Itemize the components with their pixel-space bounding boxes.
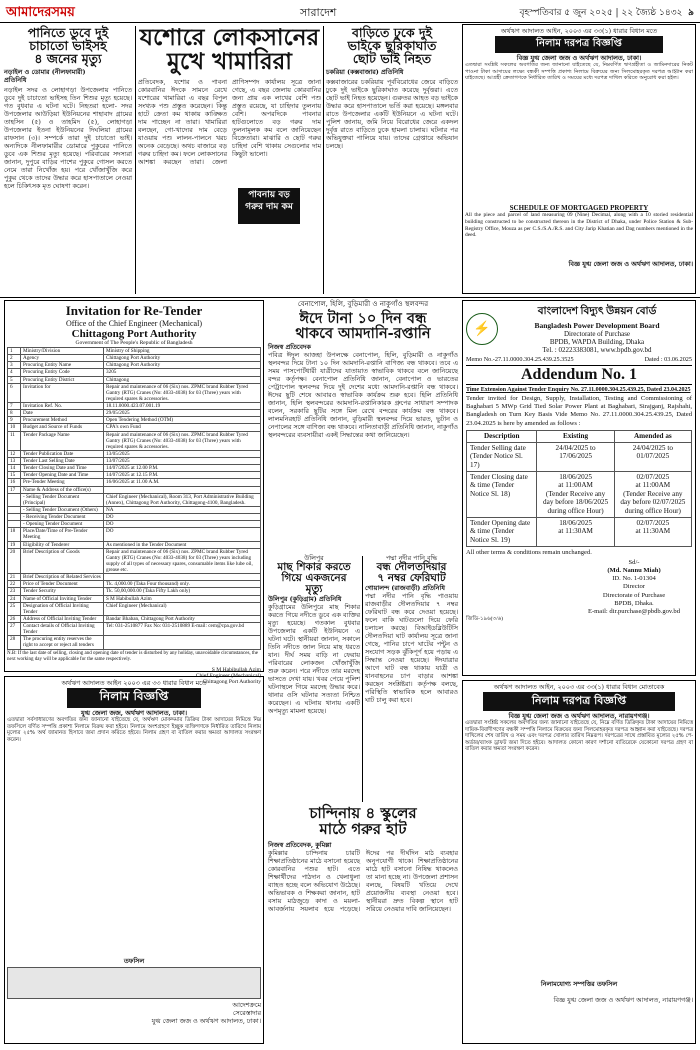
row-field: Procuring Entity Name: [21, 362, 104, 369]
table-row: [8, 403, 261, 410]
row-value: Chittagong Port Authority: [104, 362, 261, 369]
byline: গোয়ালন্দ (রাজবাড়ী) প্রতিনিধি: [365, 584, 445, 593]
table-row: [8, 636, 261, 649]
row-number: 7: [8, 403, 21, 410]
row-value: 3205: [104, 369, 261, 376]
page-header: [0, 0, 700, 23]
table-row: [8, 506, 261, 513]
row-field: Procurement Method: [21, 417, 104, 424]
table-row: [8, 623, 261, 636]
auction-notice-dhaka: [462, 24, 696, 294]
article-body: নড়াইল সদর ও লোহাগড়া উপজেলায় পানিতে ডুবে দুই চাচাতো ভাইসহ তিন শিশুর মৃত্যু হয়েছে। গত বুধবার এ ঘটনা ঘটে। নিহতরা হলো- সদর উপজেলার আউড়িয়া ইউনিয়নের শাহাবাদ গ্রামের তাহসিন (৫) ও তাহমিদ (৫), লোহাগড়া উপজেলার ইতনা ইউনিয়নের দিঘলিয়া গ্রামের রাফসান (৩)। সম্পর্কে তারা দুই চাচাতো ভাই। অন্যদিকে নীলফামারীর ডোমারে পুকুরের পানিতে ডুবে এক শিশুর মৃত্যু হয়েছে। পরিবারের সদস্যরা জানান, দুপুরে বাড়ির পাশের পুকুরে গোসল করতে নেমে তারা নিখোঁজ হয়। পরে খোঁজাখুঁজি করে পুকুর থেকে তাদের উদ্ধার করে হাসপাতালে নেওয়া হলে চিকিৎসক মৃত ঘোষণা করেন।: [4, 86, 132, 191]
row-number: [8, 521, 21, 528]
table-row: [8, 417, 261, 424]
row-value: 29/05/2025: [104, 410, 261, 417]
row-field: Designation of Official Inviting Tender: [21, 602, 104, 615]
row-number: 18: [8, 528, 21, 541]
table-row: [467, 471, 692, 517]
notice-footer: বিজ্ঞ যুগ্ম জেলা জজ ও অর্থঋণ আদালত, ঢাকা।: [568, 260, 693, 268]
tender-table: [7, 347, 261, 650]
table-cell: 18/06/2025 at 11:00AM (Tender Receive any day before 18/06/2025 during office Hour): [537, 471, 614, 517]
table-row: [8, 521, 261, 528]
tender-gov: Government of The People's Republic of Bangladesh: [75, 340, 193, 346]
row-number: 10: [8, 424, 21, 431]
story-fishing-death: [268, 554, 360, 802]
article-body: পবিত্র ঈদুল আজহা উপলক্ষে বেনাপোল, হিলি, বুড়িমারী ও নাকুগাঁও স্থলবন্দর দিয়ে টানা ১০ দিন আমদানি-রপ্তানি বাণিজ্য বন্ধ থাকবে। তবে এ সময় পাসপোর্টধারী যাত্রীদের যাতায়াত স্বাভাবিক থাকবে বলে জানিয়েছে বন্দর কর্তৃপক্ষ। বেনাপোল প্রতিনিধি জানান, বেনাপোল ও ভারতের পেট্রাপোল স্থলবন্দর দিয়ে দুই দেশের মধ্যে আমদানি-রপ্তানি বন্ধ থাকবে। ঈদের ছুটি শেষে আবারও স্বাভাবিক কার্যক্রম শুরু হবে। হিলি প্রতিনিধি জানান, হিলি স্থলবন্দরের আমদানি-রপ্তানিকারক গ্রুপের সাধারণ সম্পাদক বলেন, সরকারি ছুটির সঙ্গে মিল রেখে বন্দরের কার্যক্রম বন্ধ থাকবে। লালমনিরহাট প্রতিনিধি জানান, বুড়িমারী স্থলবন্দর দিয়ে ভারত, ভুটান ও নেপালের সঙ্গে বাণিজ্য বন্ধ থাকবে। নালিতাবাড়ী প্রতিনিধি জানান, নাকুগাঁও স্থলবন্দরের ব্যবসায়ীরা একই সিদ্ধান্তের কথা জানিয়েছেন।: [268, 351, 459, 440]
table-row: [467, 517, 692, 546]
row-value: [104, 574, 261, 581]
column-divider: [135, 26, 136, 294]
row-value: 13/07/2025: [104, 458, 261, 465]
row-number: [8, 493, 21, 506]
table-row: [8, 369, 261, 376]
table-row: [8, 410, 261, 417]
row-number: 12: [8, 450, 21, 457]
row-field: - Selling Tender Document (Principal): [21, 493, 104, 506]
row-number: 17: [8, 486, 21, 493]
row-field: Address of Official Inviting Tender: [21, 615, 104, 622]
notice-header: অর্থঋণ আদালত আইন ২০০৩ এর ৩৩ ধারার বিধান মতে: [61, 679, 207, 687]
byline: নিজস্ব প্রতিবেদক, কুমিল্লা: [268, 840, 332, 849]
notice-court: বিজ্ঞ যুগ্ম জেলা জজ ও অর্থঋণ আদালত, নারায়ণগঞ্জ।: [508, 712, 650, 720]
addendum-title: Addendum No. 1: [466, 365, 692, 385]
memo-line: [466, 356, 692, 363]
addendum-body: Tender invited for Design, Supply, Installation, Testing and Commissioning of Baghabari 5 MWp Grid Tied Solar Power Plant at Baghabari, Sirajganj, Rajshahi, Bangladesh on Turn Key Basis Vide Memo No. 27.11.0000.304.25.439.25, Dated 23.04.2025 is here by amended as follows :: [466, 395, 692, 427]
notice-title: নিলাম দরপত্র বিজ্ঞপ্তি: [483, 692, 675, 711]
table-row: [8, 424, 261, 431]
bpdb-contact: Tel. : 02223383081, www.bpdb.gov.bd: [542, 346, 652, 354]
row-value: Repair and maintenance of 06 (Six) nos. ZPMC brand Rubber Tyred Gantry (RTG) Cranes (No: 4033-4038) for 03 (Three) years including supply of all types of necessary spares, consumable items like lube oil, grease etc.: [104, 548, 261, 574]
row-value: DO: [104, 514, 261, 521]
row-field: The procuring entity reserves the right to accept or reject all tenders: [21, 636, 104, 649]
row-number: 22: [8, 581, 21, 588]
row-field: Date: [21, 410, 104, 417]
row-field: Brief Description of Goods: [21, 548, 104, 574]
row-number: 27: [8, 623, 21, 636]
row-number: [8, 514, 21, 521]
table-row: [8, 348, 261, 355]
row-value: Repair and maintenance of 06 (Six) nos. ZPMC brand Rubber Tyred Gantry (RTG) Cranes (No: 4033-4038) for 03 (Three) years with required spares & accessories.: [104, 383, 261, 402]
schedule-text: All the piece and parcel of land measuring 09 (Nine) Decimal, along with a 10 storied residential building constructed to be constructed thereon in the District of Dhaka, under Police Station & Sub-Registry Office, Mouza as per C.S./S.A./R.S. and City Jarip Khatian and Dag numbers mentioned in the deed.: [465, 212, 693, 239]
story-jashore-farmers: [138, 26, 321, 294]
headline: বন্ধ দৌলতদিয়ার ৭ নম্বর ফেরিঘাট: [376, 561, 447, 585]
table-row: [8, 376, 261, 383]
row-value: Ministry of Shipping: [104, 348, 261, 355]
row-value: Chittagong: [104, 376, 261, 383]
tender-office: Office of the Chief Engineer (Mechanical): [65, 319, 202, 328]
row-field: - Opening Tender Document: [21, 521, 104, 528]
row-number: 19: [8, 541, 21, 548]
table-row: [8, 615, 261, 622]
row-field: Tender Last Selling Date: [21, 458, 104, 465]
row-value: Tk. 4,000.00 (Taka Four thousand) only.: [104, 581, 261, 588]
bpdb-address: BPDB, WAPDA Building, Dhaka: [549, 338, 645, 346]
signer-title: Chief Engineer (Mechanical) Chittagong Port Authority: [195, 672, 261, 685]
row-field: - Receiving Tender Document: [21, 514, 104, 521]
table-row: [8, 595, 261, 602]
row-number: 25: [8, 602, 21, 615]
table-row: [8, 528, 261, 541]
row-number: 2: [8, 355, 21, 362]
row-value: 18.11.0000.423.07.001.19: [104, 403, 261, 410]
memo-number: Memo No.-27.11.0000.304.25.439.25.3525: [466, 356, 574, 363]
schedule-title: নিলামযোগ্য সম্পত্তির তফসিল: [540, 980, 618, 988]
row-number: 4: [8, 369, 21, 376]
byline: নড়াইল ও ডোমার (নীলফামারী) প্রতিনিধি: [4, 68, 86, 85]
row-number: 26: [8, 615, 21, 622]
row-field: Tender Package Name: [21, 431, 104, 450]
row-value: [104, 486, 261, 493]
row-field: Eligibility of Tenderer: [21, 541, 104, 548]
row-value: 16/06/2025 at 11.00 A.M.: [104, 479, 261, 486]
row-field: Procuring Entity Code: [21, 369, 104, 376]
table-row: [8, 574, 261, 581]
notice-header: অর্থঋণ আদালত আইন, ২০০৩ এর ৩৩(১) ধারার বিধান মোতাবেক: [493, 683, 665, 691]
byline: নিজস্ব প্রতিবেদক: [268, 343, 311, 352]
column-divider: [323, 26, 324, 294]
other-terms: All other terms & conditions remain unchanged.: [466, 548, 592, 556]
row-number: 11: [8, 431, 21, 450]
byline: উলিপুর (কুড়িগ্রাম) প্রতিনিধি: [268, 595, 342, 604]
row-number: 15: [8, 472, 21, 479]
row-number: 8: [8, 410, 21, 417]
row-number: 9: [8, 417, 21, 424]
row-value: As mentioned in the Tender Document: [104, 541, 261, 548]
notice-court: যুগ্ম জেলা জজ, অর্থঋণ আদালত, ঢাকা।: [80, 709, 188, 717]
byline: চকরিয়া (কক্সবাজার) প্রতিনিধি: [326, 68, 404, 77]
row-field: Tender Security: [21, 588, 104, 595]
headline: বাড়িতে ঢুকে দুই ভাইকে ছুরিকাঘাত ছোট ভাই নিহত: [347, 25, 437, 67]
row-number: [8, 506, 21, 513]
memo-date: Dated : 03.06.2025: [644, 356, 692, 363]
row-number: 20: [8, 548, 21, 574]
signer-title: Director: [623, 583, 645, 591]
table-row: [8, 355, 261, 362]
table-row: [467, 442, 692, 471]
row-number: 5: [8, 376, 21, 383]
article-body: কুড়িগ্রামের উলিপুরে মাছ শিকার করতে গিয়ে নদীতে ডুবে এক ব্যক্তির মৃত্যু হয়েছে। গতকাল বুধবার উপজেলার একটি ইউনিয়নে এ ঘটনা ঘটে। স্থানীয়রা জানান, সকালে তিনি নদীতে জাল নিয়ে মাছ ধরতে যান। দীর্ঘ সময় বাড়ি না ফেরায় পরিবারের লোকজন খোঁজাখুঁজি শুরু করেন। পরে নদীতে তার মরদেহ ভাসতে দেখা যায়। খবর পেয়ে পুলিশ ঘটনাস্থলে গিয়ে মরদেহ উদ্ধার করে। থানার ওসি ঘটনার সত্যতা নিশ্চিত করেছেন। এ ঘটনায় থানায় একটি অপমৃত্যু মামলা হয়েছে।: [268, 603, 360, 716]
table-row: [8, 602, 261, 615]
article-body: প্রতিবেদক, যশোর ও পাবনা কোরবানির ঈদকে সামনে রেখে যশোরের খামারিরা এ বছর বিপুল সংখ্যক পশু প্রস্তুত করেছেন। কিন্তু হাটে ক্রেতা কম থাকায় কাঙ্ক্ষিত দাম পাচ্ছেন না তারা। খামারিরা বলছেন, গো-খাদ্যের দাম বেড়ে যাওয়ায় পশু লালন-পালনে খরচ অনেক বেড়েছে। অথচ বাজারে বড় গরুর চাহিদা কম। ফলে লোকসানের আশঙ্কা করছেন তারা। জেলা প্রাণিসম্পদ কার্যালয় সূত্রে জানা গেছে, এ বছর জেলায় কোরবানির জন্য প্রায় এক লাখের বেশি পশু প্রস্তুত রয়েছে, যা চাহিদার তুলনায় বেশি। অপরদিকে পাবনার হাটগুলোতে বড় গরুর দাম তুলনামূলক কম বলে জানিয়েছেন বিক্রেতারা। মাঝারি ও ছোট গরুর চাহিদা বেশি থাকায় সেগুলোর দাম কিছুটা ভালো।: [138, 78, 321, 167]
row-value: Bandar Bhaban, Chittagong Port Authority: [104, 615, 261, 622]
row-number: 16: [8, 479, 21, 486]
signer-id: ID. No. 1-01304: [612, 575, 656, 583]
row-value: Chief Engineer (Mechanical), Room 313, Port Administrative Building (Annex), Chittagong Port Authority, Chittagong-4100, Bangladesh.: [104, 493, 261, 506]
row-field: Pre-Tender Meeting: [21, 479, 104, 486]
row-field: Budget and Source of Funds: [21, 424, 104, 431]
row-number: 24: [8, 595, 21, 602]
row-value: Chittagong Port Authority: [104, 355, 261, 362]
headline: চান্দিনায় ৪ স্কুলের মাঠে গরুর হাট: [309, 804, 417, 838]
notice-footer: আদেশক্রমে সেরেস্তাদার যুগ্ম জেলা জজ ও অর্থঋণ আদালত, ঢাকা।: [151, 1001, 261, 1025]
table-row: [8, 479, 261, 486]
row-field: Contact details of Official Inviting Tender: [21, 623, 104, 636]
table-row: [8, 362, 261, 369]
row-number: 13: [8, 458, 21, 465]
row-value: CPA's own Fund: [104, 424, 261, 431]
table-row: [8, 486, 261, 493]
row-value: 14/07/2025 at 12.15 P.M.: [104, 472, 261, 479]
row-value: DO: [104, 521, 261, 528]
row-field: Agency: [21, 355, 104, 362]
row-value: Chief Engineer (Mechanical): [104, 602, 261, 615]
notice-body: এতদ্বারা সংশ্লিষ্ট সকলের অবগতির জন্য জানানো যাইতেছে যে, নিম্নে বর্ণিত ডিক্রিকৃত টাকা আদায়ের নিমিত্তে দায়িক-বিবাদীগণের বন্ধকী সম্পত্তি নিলামে বিক্রয়ের জন্য সিলমোহরকৃত দরপত্র আহ্বান করা যাইতেছে। দরপত্র দাখিলের শেষ তারিখ ও সময় এবং দরপত্র খোলার তারিখ নিম্নরূপ। দরপত্রের সাথে প্রস্তাবিত মূল্যের ২৫% পে-অর্ডার/ব্যাংক ড্রাফট জমা দিতে হইবে। আদালত কোনো কারণ দর্শানো ব্যতিরেকে যেকোনো দরপত্র গ্রহণ বা বাতিল করার ক্ষমতা সংরক্ষণ করেন।: [465, 720, 693, 753]
row-value: Repair and maintenance of 06 (Six) nos. ZPMC brand Rubber Tyred Gantry (RTG) Cranes (No: 4033-4038) for 03 (Three) years with required spares & accessories.: [104, 431, 261, 450]
row-number: 3: [8, 362, 21, 369]
row-field: Ministry/Division: [21, 348, 104, 355]
row-field: Tender Closing Date and Time: [21, 465, 104, 472]
table-cell: 24/04/2025 to 17/06/2025: [537, 442, 614, 471]
table-row: [8, 450, 261, 457]
kicker: উলিপুর: [304, 554, 324, 562]
table-cell: 02/07/2025 at 11:00AM (Tender Receive any day before 02/07/2025 during office Hour): [614, 471, 691, 517]
row-number: 28: [8, 636, 21, 649]
table-header-cell: Description: [467, 430, 537, 442]
row-value: 13/05/2025: [104, 450, 261, 457]
story-ferry-ghat: [365, 554, 458, 802]
bpdb-signature: [576, 559, 692, 617]
table-row: [8, 383, 261, 402]
row-field: Invitation Ref. No.: [21, 403, 104, 410]
table-cell: 24/04/2025 to 01/07/2025: [614, 442, 691, 471]
table-row: [8, 541, 261, 548]
story-drowning: [4, 26, 132, 294]
bpdb-name: Bangladesh Power Development Board: [534, 321, 660, 330]
article-body: পদ্মা নদীর পানি বৃদ্ধি পাওয়ায় রাজবাড়ীর দৌলতদিয়ার ৭ নম্বর ফেরিঘাট বন্ধ করে দেওয়া হয়েছে। ফলে বাকি ঘাটগুলো দিয়ে ফেরি চলাচল করছে। বিআইডব্লিউটিসি দৌলতদিয়া ঘাট কার্যালয় সূত্রে জানা গেছে, পানির চাপে ঘাটের পন্টুন ও সংযোগ সড়ক ঝুঁকিপূর্ণ হয়ে পড়ায় এ সিদ্ধান্ত নেওয়া হয়েছে। ঈদযাত্রার আগে ঘাট বন্ধ থাকায় যাত্রী ও যানবাহনের চাপ বাড়ার আশঙ্কা করছেন সংশ্লিষ্টরা। কর্তৃপক্ষ বলছে, পরিস্থিতি স্বাভাবিক হলে আবারও ঘাট চালু করা হবে।: [365, 592, 458, 705]
headline: যশোরে লোকসানের মুখে খামারিরা: [139, 24, 320, 76]
row-number: 14: [8, 465, 21, 472]
notice-body: এতদ্বারা সর্বসাধারণের অবগতির জন্য জানানো যাইতেছে যে, অর্থঋণ মোকদ্দমার ডিক্রির টাকা আদায়ের নিমিত্তে নিম্ন তফসিলে বর্ণিত সম্পত্তি প্রকাশ্য নিলামে বিক্রয় করা হইবে। নিলামে অংশগ্রহণে ইচ্ছুক ব্যক্তিগণকে নির্ধারিত তারিখে নিলাম মূল্যের ২৫% অর্থ জামানত হিসাবে জমা প্রদান করিতে হইবে। নিলাম গ্রহণ বা বাতিল করার ক্ষমতা আদালত সংরক্ষণ করেন।: [7, 717, 261, 743]
row-value: [104, 636, 261, 649]
table-row: [8, 588, 261, 595]
row-field: Place/Date/Time of Pre-Tender Meeting: [21, 528, 104, 541]
row-field: Name & Address of the office(s): [21, 486, 104, 493]
masthead-logo: আমাদেরসময়: [6, 5, 75, 20]
auction-notice-narayanganj: [462, 680, 696, 1044]
row-value: NA: [104, 506, 261, 513]
notice-footer: বিজ্ঞ যুগ্ম জেলা জজ ও অর্থঋণ আদালত, নারায়ণগঞ্জ।: [553, 996, 693, 1004]
bpdb-logo-icon: ⚡: [466, 313, 498, 345]
headline: মাছ শিকার করতে গিয়ে একজনের মৃত্যু: [277, 561, 351, 596]
table-cell: Tender Closing date & time (Tender Notice Sl. 18): [467, 471, 537, 517]
headline: ঈদে টানা ১০ দিন বন্ধ থাকবে আমদানি-রপ্তানি: [295, 309, 431, 342]
gd-number: জিডি-১৯৬(৩/৬): [466, 616, 504, 623]
row-field: - Selling Tender Document (Others): [21, 506, 104, 513]
row-field: Brief Description of Related Services: [21, 574, 104, 581]
notice-court: বিজ্ঞ যুগ্ম জেলা জজ ও অর্থঋণ আদালত, ঢাকা।: [516, 54, 642, 62]
row-number: 21: [8, 574, 21, 581]
notice-body: এতদ্বারা সংশ্লিষ্ট সকলের অবগতির জন্য জানানো যাইতেছে যে, নিম্নবর্ণিত ঋণগ্রহীতা ও জামিনদারের নিকট পাওনা টাকা আদায়ের লক্ষ্যে বন্ধকী সম্পত্তি প্রকাশ্য নিলামে বিক্রয়ের জন্য সিলমোহরকৃত দরপত্র আহ্বান করা যাইতেছে। আগ্রহী ক্রেতাগণকে নির্ধারিত তারিখ ও সময়ের মধ্যে দরপত্র দাখিল করিতে অনুরোধ করা হইল।: [465, 62, 693, 81]
schedule-table: [7, 967, 261, 999]
table-row: [8, 465, 261, 472]
page-number: ৯: [688, 8, 694, 18]
row-number: 6: [8, 383, 21, 402]
section-divider: [0, 297, 700, 298]
table-cell: Tender Opening date & time (Tender Notice Sl. 19): [467, 517, 537, 546]
column-divider: [362, 556, 363, 802]
row-field: Procuring Entity District: [21, 376, 104, 383]
table-row: [8, 581, 261, 588]
kicker: বেনাপোল, হিলি, বুড়িমারী ও নাকুগাঁও স্থলবন্দর: [297, 300, 429, 308]
table-cell: 18/06/2025 at 11:30AM: [537, 517, 614, 546]
kicker: পদ্মা নদীর পানি বৃদ্ধি: [385, 554, 438, 562]
sub-headline-badge: পাবনায় বড় গরুর দাম কম: [238, 188, 300, 224]
row-number: 23: [8, 588, 21, 595]
row-field: Tender Publication Date: [21, 450, 104, 457]
notice-title: নিলাম দরপত্র বিজ্ঞপ্তি: [495, 36, 663, 53]
table-row: [8, 472, 261, 479]
table-row: [8, 514, 261, 521]
row-field: Tender Opening Date and Time: [21, 472, 104, 479]
article-body: কক্সবাজারের চকরিয়ায় পূর্ববিরোধের জেরে বাড়িতে ঢুকে দুই ভাইকে ছুরিকাঘাত করেছে দুর্বৃত্তরা। এতে ছোট ভাই নিহত হয়েছেন। গুরুতর আহত বড় ভাইকে উদ্ধার করে হাসপাতালে ভর্তি করা হয়েছে। মঙ্গলবার রাতে উপজেলার একটি ইউনিয়নে এ ঘটনা ঘটে। পুলিশ জানায়, জমি নিয়ে বিরোধের জেরে একদল দুর্বৃত্ত রাতে বাড়িতে ঢুকে হামলা চালায়। ঘটনার পর অভিযুক্তরা পালিয়ে যায়। তাদের গ্রেপ্তারে অভিযান চলছে।: [326, 78, 458, 151]
table-header-cell: Amended as: [614, 430, 691, 442]
row-value: Open Tendering Method (OTM): [104, 417, 261, 424]
sd-mark: Sd/-: [628, 558, 640, 566]
bpdb-directorate: Directorate of Purchase: [563, 330, 631, 338]
signer-name: (Md. Nannu Miah): [607, 566, 661, 574]
tender-org: Chittagong Port Authority: [71, 328, 197, 340]
row-value: S M Habibullah Azim: [104, 595, 261, 602]
story-cattle-market: [268, 806, 458, 1046]
signer-org: Directorate of Purchase: [602, 591, 666, 599]
auction-notice-left: [4, 676, 264, 1044]
signer-email: E-mail: dir.purchase@pbdb.gov.bd: [587, 608, 681, 616]
signer-name: S M Habibullah Azim: [211, 666, 261, 673]
headline: পানিতে ডুবে দুই চাচাতো ভাইসহ ৪ জনের মৃত্যু: [27, 25, 109, 67]
notice-title: নিলাম বিজ্ঞপ্তি: [67, 688, 201, 708]
row-value: 14/07/2025 at 12.00 P.M.: [104, 465, 261, 472]
article-body: কুমিল্লার চান্দিনায় চারটি শিক্ষাপ্রতিষ্ঠানের মাঠে বসানো হয়েছে কোরবানির পশুর হাট। এতে শিক্ষার্থীদের পাঠদান ও খেলাধুলা ব্যাহত হচ্ছে বলে অভিযোগ উঠেছে। অভিভাবক ও শিক্ষকরা জানান, হাট বসায় মাঠজুড়ে কাদা ও ময়লা-আবর্জনায় সয়লাব হয়ে পড়েছে। ঈদের পর দীর্ঘদিন মাঠ ব্যবহার অনুপযোগী থাকে। শিক্ষাপ্রতিষ্ঠানের মাঠে হাট বসানো নিষিদ্ধ থাকলেও তা মানা হচ্ছে না। উপজেলা প্রশাসন বলছে, বিষয়টি খতিয়ে দেখে প্রয়োজনীয় ব্যবস্থা নেওয়া হবে। স্থানীয়রা দ্রুত বিকল্প স্থানে হাট সরিয়ে নেওয়ার দাবি জানিয়েছেন।: [268, 848, 458, 913]
table-row: [8, 493, 261, 506]
tender-title: Invitation for Re-Tender: [65, 303, 203, 318]
addendum-subject: Time Extension Against Tender Enquiry No. 27.11.0000.304.25.439.25, Dated 23.04.2025: [466, 387, 691, 393]
bpdb-header: [466, 304, 692, 354]
story-land-ports: [268, 300, 458, 550]
bpdb-addendum: [462, 300, 696, 676]
signer-org2: BPDB, Dhaka.: [614, 599, 654, 607]
tender-note: N.B: If the last date of selling, closing and opening date of tender is disturbed by any holiday, unavoidable circumstances, the next working day will be applicable for the same respectively.: [7, 650, 258, 662]
row-field: Price of Tender Document: [21, 581, 104, 588]
story-stabbing: [326, 26, 458, 294]
notice-header: অর্থঋণ আদালত আইন, ২০০৩ এর ৩৩(১) ধারার বিধান মতে: [500, 27, 658, 35]
row-value: Tk. 50,00,000.00 (Taka Fifty Lakh only): [104, 588, 261, 595]
bpdb-name-bn: বাংলাদেশ বিদ্যুৎ উন্নয়ন বোর্ড: [537, 306, 657, 317]
table-row: [8, 458, 261, 465]
table-header-cell: Existing: [537, 430, 614, 442]
schedule-title: SCHEDULE OF MORTGAGED PROPERTY: [509, 204, 649, 212]
section-name: সারাদেশ: [300, 6, 337, 19]
table-row: [8, 431, 261, 450]
row-field: Name of Official Inviting Tender: [21, 595, 104, 602]
row-field: Invitation for: [21, 383, 104, 402]
table-cell: 02/07/2025 at 11:30AM: [614, 517, 691, 546]
schedule-title: তফসিল: [123, 957, 145, 965]
amendment-table: [466, 430, 692, 547]
issue-date: বৃহস্পতিবার ৫ জুন ২০২৫ | ২২ জ্যৈষ্ঠ ১৪৩২ ৯: [519, 8, 694, 18]
table-cell: Tender Selling date (Tender Notice Sl. 17): [467, 442, 537, 471]
table-row: [8, 548, 261, 574]
row-value: Tel: 031-2510877 Fax No: 031-2510889 E-mail: cem@cpa.gov.bd: [104, 623, 261, 636]
row-number: 1: [8, 348, 21, 355]
row-value: DO: [104, 528, 261, 541]
